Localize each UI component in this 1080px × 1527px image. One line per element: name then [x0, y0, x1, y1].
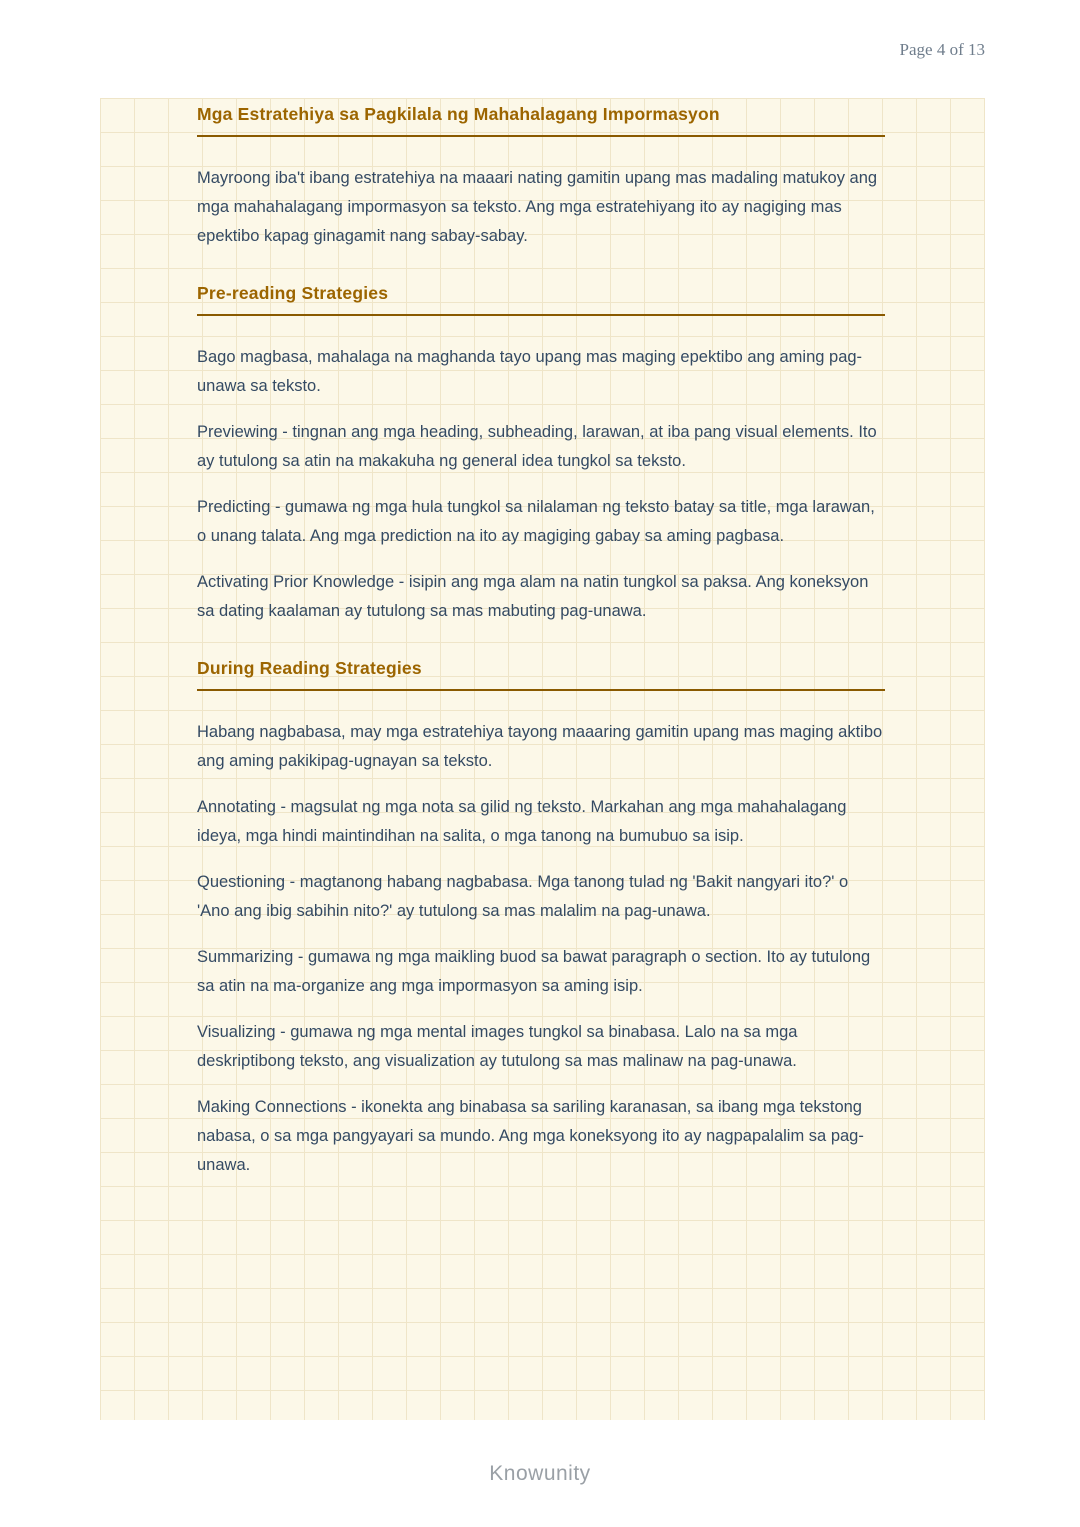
section-paragraphs — [197, 718, 885, 1180]
document-sections — [197, 104, 885, 1180]
document-section — [197, 104, 885, 251]
section-heading: Pre-reading Strategies — [197, 283, 885, 316]
notes-paper — [100, 98, 985, 1420]
paragraph: Previewing - tingnan ang mga heading, subheading, larawan, at iba pang visual elements. Ito ay tutulong sa atin na makakuha ng general idea tungkol sa teksto. — [197, 423, 877, 470]
section-paragraphs — [197, 343, 885, 626]
section-heading: Mga Estratehiya sa Pagkilala ng Mahahalagang Impormasyon — [197, 104, 885, 137]
document-section — [197, 283, 885, 626]
paragraph: Summarizing - gumawa ng mga maikling buod sa bawat paragraph o section. Ito ay tutulong sa atin na ma-organize ang mga impormasyon sa aming isip. — [197, 948, 871, 995]
paragraph: Annotating - magsulat ng mga nota sa gilid ng teksto. Markahan ang mga mahahalagang ideya, mga hindi maintindihan na salita, o mga tanong na bumubuo sa isip. — [197, 798, 847, 845]
paragraph: Activating Prior Knowledge - isipin ang mga alam na natin tungkol sa paksa. Ang koneksyon sa dating kaalaman ay tutulong sa mas mabuting pag-unawa. — [197, 573, 869, 620]
paragraph: Visualizing - gumawa ng mga mental images tungkol sa binabasa. Lalo na sa mga deskriptibong teksto, ang visualization ay tutulong sa mas malinaw na pag-unawa. — [197, 1023, 798, 1070]
paragraph: Predicting - gumawa ng mga hula tungkol sa nilalaman ng teksto batay sa title, mga larawan, o unang talata. Ang mga prediction na ito ay magiging gabay sa aming pagbasa. — [197, 498, 875, 545]
paragraph: Making Connections - ikonekta ang binabasa sa sariling karanasan, sa ibang mga tekstong nabasa, o sa mga pangyayari sa mundo. Ang mga koneksyong ito ay nagpapalalim sa pag-unawa. — [197, 1098, 864, 1174]
paragraph: Mayroong iba't ibang estratehiya na maaari nating gamitin upang mas madaling matukoy ang mga mahahalagang impormasyon sa teksto. Ang mga estratehiyang ito ay nagiging mas epektibo kapag ginagamit nang sabay-sabay. — [197, 169, 878, 245]
paragraph: Habang nagbabasa, may mga estratehiya tayong maaaring gamitin upang mas maging aktibo ang aming pakikipag-ugnayan sa teksto. — [197, 723, 883, 770]
footer-brand: Knowunity — [489, 1462, 591, 1485]
document-section — [197, 658, 885, 1180]
paragraph: Questioning - magtanong habang nagbabasa. Mga tanong tulad ng 'Bakit nangyari ito?' o 'Ano ang ibig sabihin nito?' ay tutulong sa mas malalim na pag-unawa. — [197, 873, 849, 920]
page-number-label: Page 4 of 13 — [899, 40, 985, 59]
section-paragraphs — [197, 164, 885, 251]
paragraph: Bago magbasa, mahalaga na maghanda tayo upang mas maging epektibo ang aming pag-unawa sa teksto. — [197, 348, 863, 395]
section-heading: During Reading Strategies — [197, 658, 885, 691]
